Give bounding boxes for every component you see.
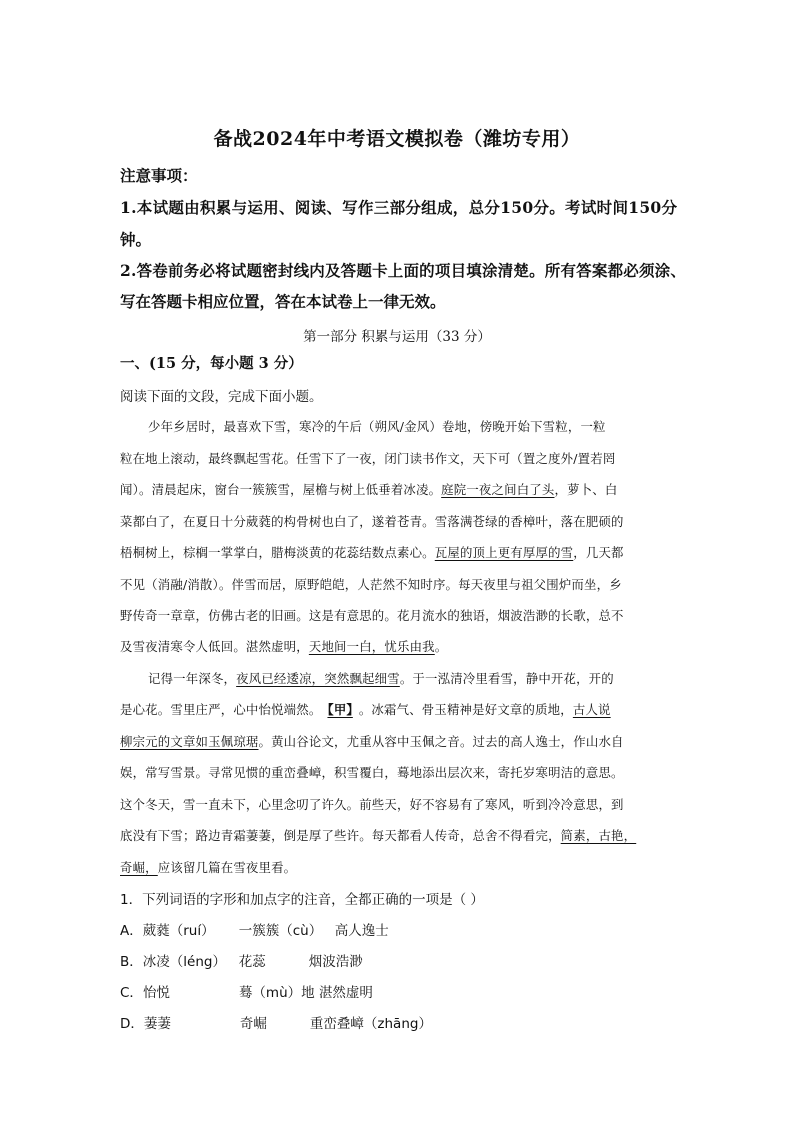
- passage-text: ，萝卜、白: [554, 482, 618, 497]
- passage-text: 应该留几篇在雪夜里看。: [157, 860, 297, 875]
- passage-text: 。冰霜气、骨玉精神是好文章的质地，: [358, 702, 573, 717]
- passage-line: [120, 826, 636, 844]
- option-label: D．: [120, 1016, 144, 1032]
- option-word: 萋萋: [143, 1016, 171, 1032]
- passage-line: 不见（消融/消散）。伴雪而居，原野皑皑，人茫然不知时序。每天夜里与祖父围炉而坐，乡: [120, 577, 622, 592]
- passage-text: 。黄山谷论文，尤重从容中玉佩之音。过去的高人逸士，作山水自: [258, 734, 624, 749]
- passage-text: 底没有下雪；路边青霜萋萋，倒是厚了些许。每天都看人传奇，总舍不得看完，: [120, 828, 561, 843]
- passage-text: 梧桐树上，棕榈一掌掌白，腊梅淡黄的花蕊结数点素心。: [120, 545, 435, 560]
- passage-line: [120, 858, 296, 876]
- question-stem: 1．下列词语的字形和加点字的注音，全都正确的一项是（ ）: [120, 892, 484, 908]
- underlined-phrase: 瓦屋的顶上更有厚厚的雪: [434, 545, 574, 560]
- notice-item-2-line-2: 写在答题卡相应位置，答在本试卷上一律无效。: [120, 292, 446, 311]
- passage-line: 菜都白了，在夏日十分葳蕤的构骨树也白了，遂着苍青。雪落满苍绿的香樟叶，落在肥硕的: [120, 514, 624, 529]
- underlined-phrase: 柳宗元的文章如玉佩琼琚: [120, 734, 259, 749]
- passage-line: [120, 480, 617, 498]
- passage-text: ，几天都: [573, 545, 624, 560]
- passage-text: 记得一年深冬，: [148, 671, 237, 686]
- page-title: 备战2024年中考语文模拟卷（潍坊专用）: [213, 128, 581, 150]
- option-label: A．: [120, 923, 143, 939]
- passage-line: [120, 637, 447, 655]
- option-word: 重峦叠嶂（zhāng）: [309, 1016, 432, 1032]
- option-d[interactable]: [120, 1012, 432, 1032]
- notice-item-1-line-2: 钟。: [120, 230, 152, 249]
- option-word: 湛然虚明: [318, 985, 373, 1001]
- underlined-phrase: 夜风已经逶凉，突然飘起细雪: [236, 671, 400, 686]
- passage-line: 野传奇一章章，仿佛古老的旧画。这是有意思的。花月流水的独语，烟波浩渺的长歌，总不: [120, 608, 624, 623]
- option-word: 高人逸士: [334, 923, 389, 939]
- passage-line: 粒在地上滚动，最终飘起雪花。任雪下了一夜，闭门读书作文，天下可（置之度外/置若罔: [120, 451, 616, 466]
- underlined-phrase: 简素，古艳，: [560, 828, 637, 843]
- notice-heading: 注意事项：: [120, 166, 198, 185]
- passage-text: 闻）。清晨起床，窗台一簇簇雪，屋檐与树上低垂着冰凌。: [120, 482, 442, 497]
- option-word: 一簇簇（cù）: [238, 923, 323, 939]
- part-heading: 一、(15 分，每小题 3 分）: [120, 355, 303, 372]
- passage-text: 及雪夜清寒令人低回。湛然虚明，: [120, 639, 309, 654]
- option-word: 奇崛: [239, 1016, 267, 1032]
- notice-item-1-line-1: 1.本试题由积累与运用、阅读、写作三部分组成，总分150分。考试时间150分: [120, 198, 678, 217]
- passage-text: 是心花。雪里庄严，心中怡悦端然。: [120, 702, 322, 717]
- underlined-phrase: 奇崛，: [120, 860, 158, 875]
- passage-line: [120, 732, 624, 750]
- option-a[interactable]: [120, 919, 389, 939]
- option-word: 蓦（mù）地: [238, 985, 315, 1001]
- section-title: 第一部分 积累与运用（33 分）: [303, 329, 491, 345]
- passage-text: 。: [434, 639, 448, 654]
- passage-line: 少年乡居时，最喜欢下雪，寒冷的午后（朔风/金风）卷地，傍晚开始下雪粒，一粒: [148, 419, 606, 434]
- option-b[interactable]: [120, 950, 363, 970]
- underlined-phrase: 天地间一白，忧乐由我: [308, 639, 435, 654]
- passage-line: [120, 700, 611, 718]
- notice-item-2-line-1: 2.答卷前务必将试题密封线内及答题卡上面的项目填涂清楚。所有答案都必须涂、: [120, 261, 687, 280]
- option-label: C．: [120, 985, 143, 1001]
- blank-marker-jia: 【甲】: [327, 702, 353, 717]
- underlined-phrase: 庭院一夜之间白了头: [441, 482, 555, 497]
- passage-text: 。于一泓清冷里看雪，静中开花，开的: [399, 671, 614, 686]
- option-label: B．: [120, 954, 143, 970]
- option-word: 冰凌（léng）: [142, 954, 226, 970]
- passage-line: 这个冬天，雪一直未下，心里念叨了许久。前些天，好不容易有了寒风，听到冷冷意思，到: [120, 797, 624, 812]
- passage-line: 娱，常写雪景。寻常见惯的重峦叠嶂，积雪覆白，蓦地添出层次来，寄托岁寒明洁的意思。: [120, 765, 624, 780]
- option-word: 花蕊: [238, 954, 266, 970]
- reading-instruction: 阅读下面的文段，完成下面小题。: [120, 389, 323, 405]
- option-c[interactable]: [120, 981, 373, 1001]
- option-word: 葳蕤（ruí）: [142, 923, 215, 939]
- option-word: 烟波浩渺: [308, 954, 363, 970]
- option-word: 怡悦: [142, 985, 170, 1001]
- underlined-phrase: 古人说: [572, 702, 611, 717]
- passage-line: [148, 669, 614, 687]
- passage-line: [120, 543, 624, 561]
